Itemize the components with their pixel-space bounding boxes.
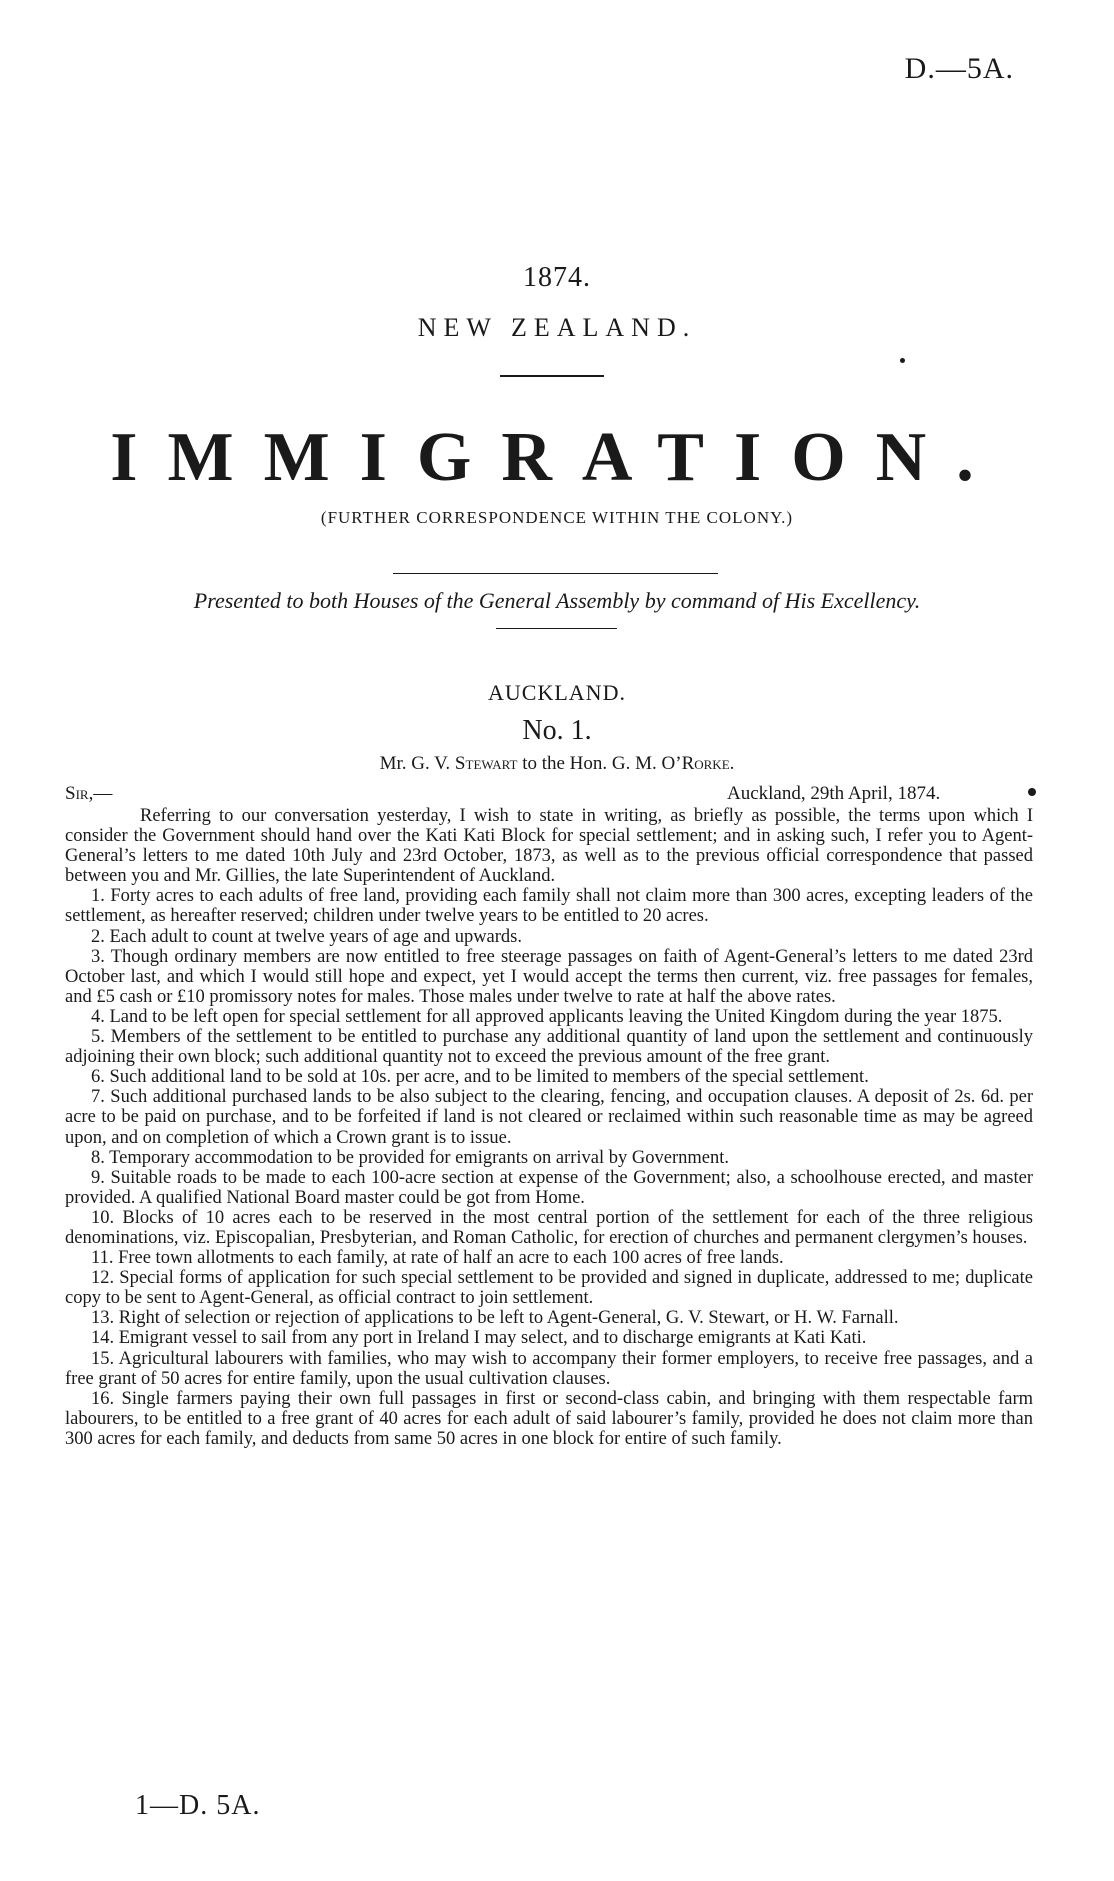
correspondence-heading — [0, 753, 1114, 775]
presentation-note: Presented to both Houses of the General Assembly by command of His Excellency. — [193, 588, 921, 613]
numbered-paragraph: 14. Emigrant vessel to sail from any port in Ireland I may select, and to discharge emigrants at Kati Kati. — [91, 1328, 867, 1349]
numbered-paragraph: 5. Members of the settlement to be entitled to purchase any additional quantity of land upon the settlement and continuously adjoining their own block; such additional quantity not to exceed the previous amount of the free grant. — [65, 1027, 1033, 1068]
numbered-paragraph: 13. Right of selection or rejection of applications to be left to Agent-General, G. V. Stewart, or H. W. Farnall. — [91, 1308, 899, 1329]
numbered-paragraph: 15. Agricultural labourers with families, who may wish to accompany their former employers, to receive free passages, and a free grant of 50 acres for entire family, upon the usual cultivation clauses. — [65, 1348, 1033, 1389]
section-number: No. 1. — [522, 715, 592, 746]
ink-spot-mark — [1028, 788, 1036, 796]
numbered-paragraph: 1. Forty acres to each adults of free land, providing each family shall not claim more than 300 acres, excepting leaders of the settlement, as hereafter reserved; children under twelve years to be entitled to 20 acres. — [65, 886, 1033, 927]
numbered-paragraph: 7. Such additional purchased lands to be also subject to the clearing, fencing, and occupation clauses. A deposit of 2s. 6d. per acre to be paid on purchase, and to be forfeited if land is not cleared or reclaimed within such reasonable time as may be agreed upon, and on completion of which a Crown grant is to issue. — [65, 1087, 1033, 1148]
divider-rule — [393, 573, 718, 574]
divider-rule — [496, 628, 617, 629]
heading-suffix: . — [729, 753, 735, 774]
publication-year: 1874. — [523, 262, 591, 293]
page-signature: 1—D. 5A. — [135, 1790, 261, 1821]
numbered-paragraph: 8. Temporary accommodation to be provided for emigrants on arrival by Government. — [91, 1147, 729, 1168]
ink-spot-mark — [900, 358, 905, 363]
divider-rule — [500, 375, 604, 377]
country-heading: NEW ZEALAND. — [417, 313, 697, 342]
sender-name: G. V. Stewart — [411, 753, 518, 774]
section-region: AUCKLAND. — [488, 680, 626, 705]
heading-mid: to the Hon. — [517, 753, 612, 774]
letter-body — [65, 806, 1033, 1449]
letter-dateline: Auckland, 29th April, 1874. — [727, 783, 941, 804]
recipient-name: G. M. O’Rorke — [611, 753, 730, 774]
numbered-paragraph: 4. Land to be left open for special settlement for all approved applicants leaving the United Kingdom during the year 1875. — [91, 1006, 1003, 1027]
numbered-paragraph: 6. Such additional land to be sold at 10s. per acre, and to be limited to members of the special settlement. — [91, 1067, 869, 1088]
document-title: IMMIGRATION. — [110, 419, 1004, 496]
numbered-paragraph: 10. Blocks of 10 acres each to be reserved in the most central portion of the settlement for each of the three religious denominations, viz. Episcopalian, Presbyterian, and Roman Catholic, for erection of churches and permanent clergymen’s houses. — [65, 1207, 1033, 1248]
letter-salutation: Sir,— — [65, 783, 113, 804]
numbered-paragraph: 11. Free town allotments to each family, at rate of half an acre to each 100 acres of free lands. — [91, 1248, 784, 1269]
document-reference: D.—5A. — [904, 52, 1014, 85]
numbered-paragraph: 12. Special forms of application for such special settlement to be provided and signed in duplicate, addressed to me; duplicate copy to be sent to Agent-General, as official contract to join settlement. — [65, 1268, 1033, 1309]
document-subtitle: (FURTHER CORRESPONDENCE WITHIN THE COLONY.) — [320, 508, 794, 527]
numbered-paragraph: 9. Suitable roads to be made to each 100-acre section at expense of the Government; also, a schoolhouse erected, and master provided. A qualified National Board master could be got from Home. — [65, 1167, 1033, 1208]
heading-prefix: Mr. — [379, 753, 412, 774]
numbered-paragraph: 3. Though ordinary members are now entitled to free steerage passages on faith of Agent-General’s letters to me dated 23rd October last, and which I would still hope and expect, yet I would accept the terms then current, viz. free passages for females, and £5 cash or £10 promissory notes for males. Those males under twelve to rate at half the above rates. — [65, 946, 1033, 1007]
intro-paragraph: Referring to our conversation yesterday, I wish to state in writing, as briefly as possible, the terms upon which I consider the Government should hand over the Kati Kati Block for special settlement; and in asking such, I refer you to Agent-General’s letters to me dated 10th July and 23rd October, 1873, as well as to the previous official correspondence that passed between you and Mr. Gillies, the late Superintendent of Auckland. — [65, 806, 1033, 887]
numbered-paragraph: 2. Each adult to count at twelve years of age and upwards. — [91, 926, 523, 947]
numbered-paragraph: 16. Single farmers paying their own full passages in first or second-class cabin, and bringing with them respectable farm labourers, to be entitled to a free grant of 40 acres for each adult of said labourer’s family, provided he does not claim more than 300 acres for each family, and deducts from same 50 acres in one block for entire of such family. — [65, 1388, 1033, 1449]
